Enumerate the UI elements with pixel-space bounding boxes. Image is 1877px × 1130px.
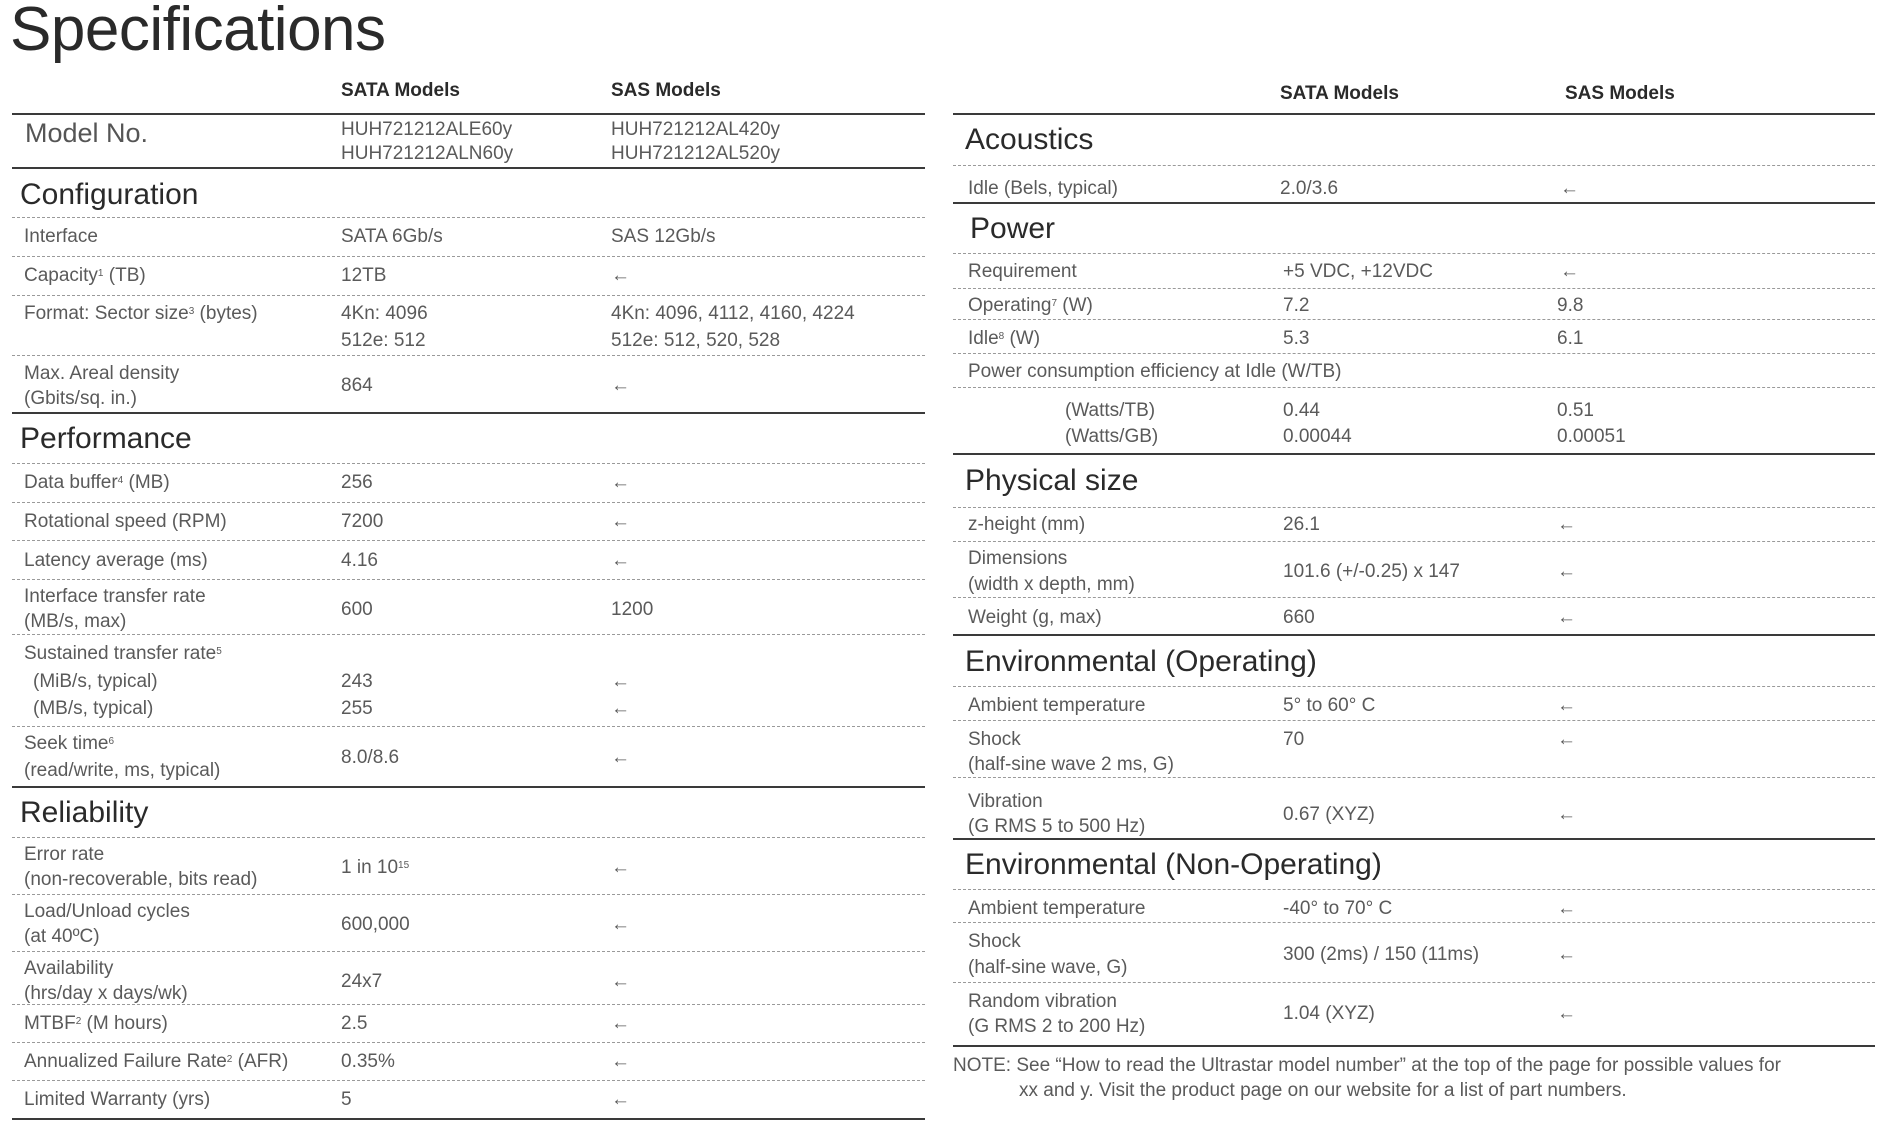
row-label: Error rate (24, 844, 105, 865)
model-rule (12, 167, 925, 169)
section-env-operating: Environmental (Operating) (965, 645, 1317, 678)
sas-value: ← (611, 1051, 630, 1072)
row-label: z-height (mm) (968, 514, 1086, 535)
sas-value: ← (1557, 804, 1576, 825)
sata-value: 4.16 (341, 550, 378, 571)
sas-value: ← (1557, 898, 1576, 919)
section-rule (953, 202, 1875, 204)
sata-value: 660 (1283, 607, 1315, 628)
sata-value: 4Kn: 4096 (341, 303, 428, 324)
sas-value: 4Kn: 4096, 4112, 4160, 4224 (611, 303, 855, 324)
row-label (24, 470, 170, 495)
row-sublabel-2: (MB/s, typical) (33, 698, 154, 719)
section-rule (953, 1045, 1875, 1047)
sas-value: ← (611, 472, 630, 493)
row-divider (953, 686, 1875, 687)
column-header-sas: SAS Models (611, 80, 721, 101)
row-label: Interface (24, 226, 98, 247)
page-title: Specifications (10, 0, 386, 64)
section-reliability: Reliability (20, 796, 149, 829)
section-rule (953, 634, 1875, 636)
sas-value: 6.1 (1557, 328, 1584, 349)
row-divider (953, 319, 1875, 320)
sas-value: ← (611, 971, 630, 992)
sas-value: ← (611, 375, 630, 396)
section-rule (12, 786, 925, 788)
row-label-2: (hrs/day x days/wk) (24, 983, 188, 1004)
row-divider (12, 540, 925, 541)
row-divider (12, 256, 925, 257)
row-divider (953, 387, 1875, 388)
footnote-ref: 2 (75, 1016, 82, 1027)
sata-value: 5° to 60° C (1283, 695, 1376, 716)
sas-value: ← (611, 914, 630, 935)
row-divider (12, 217, 925, 218)
row-label: Weight (g, max) (968, 607, 1102, 628)
label-text: Data buffer (24, 472, 118, 493)
footnote-ref: 1 (97, 268, 104, 279)
sas-value: ← (611, 265, 630, 286)
model-sata-2: HUH721212ALN60y (341, 143, 514, 164)
label-unit: (W) (1004, 328, 1041, 349)
row-label: Load/Unload cycles (24, 901, 190, 922)
row-divider (953, 982, 1875, 983)
sas-value-2: 0.00051 (1557, 426, 1626, 447)
label-text: Annualized Failure Rate (24, 1051, 227, 1072)
row-label: Vibration (968, 791, 1043, 812)
section-env-non-operating: Environmental (Non-Operating) (965, 848, 1382, 881)
row-divider (12, 1080, 925, 1081)
sata-value: 0.67 (XYZ) (1283, 804, 1375, 825)
section-power: Power (970, 212, 1056, 245)
sata-value: 243 (341, 671, 373, 692)
row-label-2: (G RMS 5 to 500 Hz) (968, 816, 1146, 837)
row-divider (953, 889, 1875, 890)
row-divider (953, 597, 1875, 598)
row-label: Random vibration (968, 991, 1117, 1012)
row-label: Interface transfer rate (24, 586, 206, 607)
sata-value-2: 0.00044 (1283, 426, 1352, 447)
sata-value: 864 (341, 375, 373, 396)
row-divider (953, 777, 1875, 778)
section-performance: Performance (20, 422, 192, 455)
row-label: Availability (24, 958, 114, 979)
sata-value: 0.44 (1283, 400, 1320, 421)
section-rule (953, 453, 1875, 455)
sas-value: ← (611, 671, 630, 692)
label-unit: (W) (1057, 295, 1093, 316)
row-label-2: (half-sine wave, G) (968, 957, 1128, 978)
row-divider (953, 541, 1875, 542)
column-header-sata: SATA Models (341, 80, 460, 101)
header-rule (12, 113, 925, 115)
column-header-sas: SAS Models (1565, 83, 1675, 104)
row-divider (953, 288, 1875, 289)
sas-value: ← (1557, 695, 1576, 716)
sata-value: 70 (1283, 729, 1305, 750)
row-sublabel-1: (MiB/s, typical) (33, 671, 158, 692)
row-divider (953, 253, 1875, 254)
row-label: Requirement (968, 261, 1077, 282)
section-configuration: Configuration (20, 178, 199, 211)
sas-value-2: 512e: 512, 520, 528 (611, 330, 781, 351)
sas-value: ← (611, 747, 630, 768)
row-label (968, 293, 1093, 318)
row-label: Power consumption efficiency at Idle (W/TB) (968, 361, 1342, 382)
row-label (24, 731, 114, 756)
sas-value-2: ← (611, 698, 630, 719)
sata-value: 1.04 (XYZ) (1283, 1003, 1375, 1024)
footnote-ref: 2 (226, 1054, 233, 1065)
row-label: Ambient temperature (968, 898, 1146, 919)
row-divider (12, 634, 925, 635)
row-label-2: (MB/s, max) (24, 611, 127, 632)
section-rule (12, 1118, 925, 1120)
sas-value: ← (1560, 261, 1579, 282)
row-label-2: (read/write, ms, typical) (24, 760, 221, 781)
footnote-ref: 4 (117, 475, 124, 486)
row-label (24, 641, 222, 666)
row-label: Shock (968, 729, 1021, 750)
row-divider (12, 295, 925, 296)
row-divider (12, 579, 925, 580)
label-unit: (AFR) (232, 1051, 289, 1072)
sata-value: 7.2 (1283, 295, 1310, 316)
row-divider (12, 355, 925, 356)
sas-value: ← (1557, 1003, 1576, 1024)
model-sas-1: HUH721212AL420y (611, 119, 781, 140)
row-label (24, 263, 146, 288)
row-label: Max. Areal density (24, 363, 180, 384)
section-rule (12, 412, 925, 414)
row-divider (953, 922, 1875, 923)
sas-value: ← (1560, 178, 1579, 199)
row-divider (12, 1004, 925, 1005)
sata-value: 5 (341, 1089, 352, 1110)
sata-value: 7200 (341, 511, 384, 532)
column-header-sata: SATA Models (1280, 83, 1399, 104)
sas-value: 1200 (611, 599, 654, 620)
model-no-label: Model No. (25, 118, 149, 148)
sata-value: 24x7 (341, 971, 383, 992)
label-text: Sustained transfer rate (24, 643, 217, 664)
row-label (24, 301, 258, 326)
row-sublabel-2: (Watts/GB) (1065, 426, 1159, 447)
sas-value: ← (611, 511, 630, 532)
sata-value: 2.5 (341, 1013, 368, 1034)
row-divider (953, 720, 1875, 721)
row-divider (12, 951, 925, 952)
sas-value: ← (611, 1013, 630, 1034)
row-divider (12, 502, 925, 503)
sata-value-2: 512e: 512 (341, 330, 426, 351)
label-text: Operating (968, 295, 1052, 316)
footnote-ref: 5 (216, 646, 222, 657)
sata-value: 256 (341, 472, 373, 493)
sata-value: 12TB (341, 265, 387, 286)
sata-value: 26.1 (1283, 514, 1320, 535)
label-text: Idle (968, 328, 999, 349)
sas-value: ← (611, 550, 630, 571)
sata-value: -40° to 70° C (1283, 898, 1393, 919)
row-divider (953, 507, 1875, 508)
row-divider (12, 837, 925, 838)
sas-value: ← (1557, 561, 1576, 582)
row-divider (12, 1042, 925, 1043)
row-label: Latency average (ms) (24, 550, 208, 571)
row-label: Ambient temperature (968, 695, 1146, 716)
sata-value: 2.0/3.6 (1280, 178, 1339, 199)
footnote-ref: 3 (188, 306, 195, 317)
row-divider (12, 463, 925, 464)
footnote-note-line-1: NOTE: See “How to read the Ultrastar model number” at the top of the page for possible values for (953, 1055, 1781, 1076)
sas-value: ← (611, 857, 630, 878)
row-label-2: (at 40ºC) (24, 926, 100, 947)
footnote-note-line-2: xx and y. Visit the product page on our website for a list of part numbers. (1019, 1080, 1627, 1101)
row-label-2: (G RMS 2 to 200 Hz) (968, 1016, 1146, 1037)
sata-value-2: 255 (341, 698, 373, 719)
row-label: Shock (968, 931, 1021, 952)
row-label-2: (Gbits/sq. in.) (24, 388, 137, 409)
label-unit: (bytes) (194, 303, 258, 324)
label-unit: (TB) (103, 265, 146, 286)
row-label (24, 1011, 168, 1036)
row-label-2: (half-sine wave 2 ms, G) (968, 754, 1174, 775)
sas-value: ← (1557, 729, 1576, 750)
label-text: Format: Sector size (24, 303, 189, 324)
sas-value: ← (1557, 944, 1576, 965)
exponent: 15 (398, 860, 410, 871)
section-physical-size: Physical size (965, 464, 1139, 497)
footnote-ref: 7 (1051, 298, 1058, 309)
row-sublabel-1: (Watts/TB) (1065, 400, 1156, 421)
row-divider (953, 165, 1875, 166)
sas-value: ← (611, 1089, 630, 1110)
sas-value: 0.51 (1557, 400, 1594, 421)
sas-value: ← (1557, 514, 1576, 535)
row-label: Rotational speed (RPM) (24, 511, 227, 532)
row-label: Limited Warranty (yrs) (24, 1089, 211, 1110)
value-text: 1 in 10 (341, 857, 399, 878)
footnote-ref: 6 (108, 736, 115, 747)
footnote-ref: 8 (998, 331, 1005, 342)
sata-value: 600,000 (341, 914, 410, 935)
header-rule (953, 113, 1875, 115)
sas-value: SAS 12Gb/s (611, 226, 716, 247)
model-sata-1: HUH721212ALE60y (341, 119, 513, 140)
row-label (24, 1049, 288, 1074)
row-label (968, 326, 1040, 351)
row-divider (12, 894, 925, 895)
label-unit: (M hours) (81, 1013, 168, 1034)
section-acoustics: Acoustics (965, 123, 1094, 156)
label-unit: (MB) (123, 472, 170, 493)
sata-value: 300 (2ms) / 150 (11ms) (1283, 944, 1480, 965)
sata-value: 600 (341, 599, 373, 620)
row-label-2: (width x depth, mm) (968, 574, 1135, 595)
sata-value: 0.35% (341, 1051, 395, 1072)
label-text: Seek time (24, 733, 109, 754)
row-label: Idle (Bels, typical) (968, 178, 1118, 199)
sata-value: +5 VDC, +12VDC (1283, 261, 1433, 282)
row-label: Dimensions (968, 548, 1068, 569)
label-text: MTBF (24, 1013, 76, 1034)
row-label-2: (non-recoverable, bits read) (24, 869, 258, 890)
row-divider (12, 726, 925, 727)
sata-value (341, 855, 409, 880)
label-text: Capacity (24, 265, 98, 286)
row-divider (953, 353, 1875, 354)
sata-value: SATA 6Gb/s (341, 226, 443, 247)
sata-value: 8.0/8.6 (341, 747, 400, 768)
sata-value: 5.3 (1283, 328, 1310, 349)
sas-value: ← (1557, 607, 1576, 628)
model-sas-2: HUH721212AL520y (611, 143, 781, 164)
section-rule (953, 838, 1875, 840)
sas-value: 9.8 (1557, 295, 1584, 316)
sata-value: 101.6 (+/-0.25) x 147 (1283, 561, 1460, 582)
